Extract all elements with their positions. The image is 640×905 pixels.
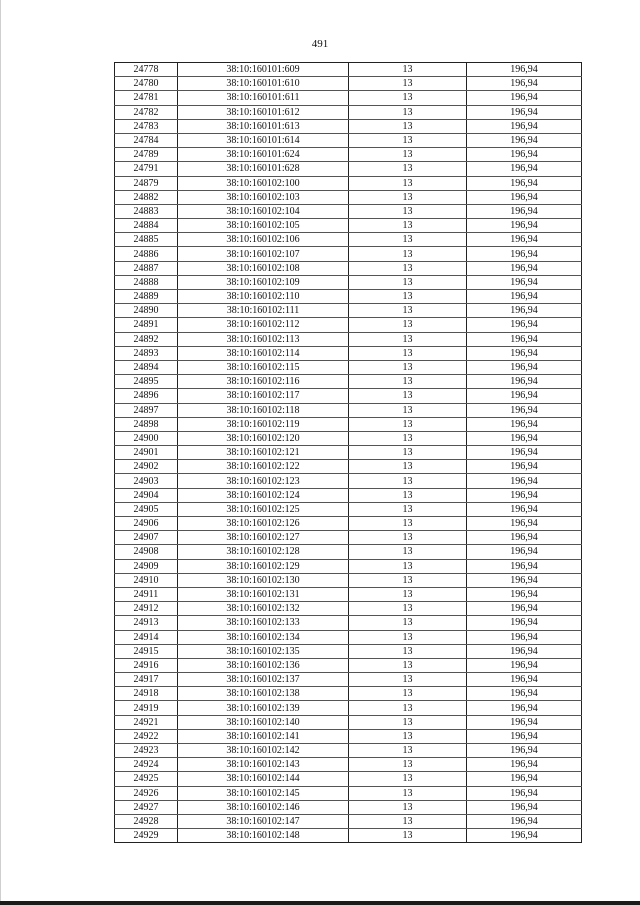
value-cell: 196,94	[467, 644, 582, 658]
value-cell: 196,94	[467, 162, 582, 176]
value-cell: 196,94	[467, 346, 582, 360]
record-number-cell: 24907	[115, 531, 178, 545]
record-number-cell: 24894	[115, 360, 178, 374]
cadastral-number-cell: 38:10:160102:130	[178, 573, 349, 587]
record-number-cell: 24887	[115, 261, 178, 275]
table-row	[115, 786, 582, 800]
cadastral-number-cell: 38:10:160102:139	[178, 701, 349, 715]
table-row	[115, 673, 582, 687]
table-row	[115, 687, 582, 701]
zone-cell: 13	[349, 644, 467, 658]
zone-cell: 13	[349, 517, 467, 531]
value-cell: 196,94	[467, 715, 582, 729]
table-row	[115, 290, 582, 304]
zone-cell: 13	[349, 559, 467, 573]
zone-cell: 13	[349, 602, 467, 616]
record-number-cell: 24901	[115, 446, 178, 460]
record-number-cell: 24882	[115, 190, 178, 204]
value-cell: 196,94	[467, 332, 582, 346]
record-number-cell: 24929	[115, 829, 178, 843]
value-cell: 196,94	[467, 119, 582, 133]
zone-cell: 13	[349, 658, 467, 672]
zone-cell: 13	[349, 474, 467, 488]
cadastral-number-cell: 38:10:160102:134	[178, 630, 349, 644]
cadastral-number-cell: 38:10:160102:143	[178, 758, 349, 772]
record-number-cell: 24778	[115, 63, 178, 77]
cadastral-number-cell: 38:10:160101:613	[178, 119, 349, 133]
record-number-cell: 24889	[115, 290, 178, 304]
table-row	[115, 573, 582, 587]
zone-cell: 13	[349, 772, 467, 786]
value-cell: 196,94	[467, 105, 582, 119]
cadastral-number-cell: 38:10:160102:119	[178, 417, 349, 431]
table-row	[115, 63, 582, 77]
zone-cell: 13	[349, 758, 467, 772]
zone-cell: 13	[349, 304, 467, 318]
value-cell: 196,94	[467, 772, 582, 786]
cadastral-number-cell: 38:10:160102:129	[178, 559, 349, 573]
zone-cell: 13	[349, 488, 467, 502]
cadastral-number-cell: 38:10:160102:131	[178, 587, 349, 601]
table-row	[115, 630, 582, 644]
record-number-cell: 24896	[115, 389, 178, 403]
value-cell: 196,94	[467, 729, 582, 743]
record-number-cell: 24921	[115, 715, 178, 729]
table-row	[115, 772, 582, 786]
zone-cell: 13	[349, 91, 467, 105]
zone-cell: 13	[349, 247, 467, 261]
record-number-cell: 24883	[115, 204, 178, 218]
record-number-cell: 24891	[115, 318, 178, 332]
record-number-cell: 24917	[115, 673, 178, 687]
record-number-cell: 24782	[115, 105, 178, 119]
value-cell: 196,94	[467, 148, 582, 162]
record-number-cell: 24928	[115, 814, 178, 828]
record-number-cell: 24911	[115, 587, 178, 601]
value-cell: 196,94	[467, 375, 582, 389]
value-cell: 196,94	[467, 77, 582, 91]
cadastral-number-cell: 38:10:160102:127	[178, 531, 349, 545]
record-number-cell: 24927	[115, 800, 178, 814]
zone-cell: 13	[349, 63, 467, 77]
record-number-cell: 24925	[115, 772, 178, 786]
zone-cell: 13	[349, 290, 467, 304]
record-number-cell: 24924	[115, 758, 178, 772]
cadastral-number-cell: 38:10:160101:609	[178, 63, 349, 77]
value-cell: 196,94	[467, 318, 582, 332]
zone-cell: 13	[349, 587, 467, 601]
zone-cell: 13	[349, 360, 467, 374]
record-number-cell: 24909	[115, 559, 178, 573]
zone-cell: 13	[349, 531, 467, 545]
value-cell: 196,94	[467, 517, 582, 531]
table-row	[115, 701, 582, 715]
cadastral-number-cell: 38:10:160102:116	[178, 375, 349, 389]
zone-cell: 13	[349, 729, 467, 743]
value-cell: 196,94	[467, 290, 582, 304]
zone-cell: 13	[349, 219, 467, 233]
value-cell: 196,94	[467, 133, 582, 147]
value-cell: 196,94	[467, 545, 582, 559]
zone-cell: 13	[349, 318, 467, 332]
cadastral-number-cell: 38:10:160102:126	[178, 517, 349, 531]
table-row	[115, 446, 582, 460]
cadastral-number-cell: 38:10:160102:111	[178, 304, 349, 318]
value-cell: 196,94	[467, 63, 582, 77]
value-cell: 196,94	[467, 219, 582, 233]
cadastral-number-cell: 38:10:160101:628	[178, 162, 349, 176]
value-cell: 196,94	[467, 531, 582, 545]
value-cell: 196,94	[467, 261, 582, 275]
table-row	[115, 247, 582, 261]
zone-cell: 13	[349, 460, 467, 474]
table-row	[115, 460, 582, 474]
cadastral-number-cell: 38:10:160102:113	[178, 332, 349, 346]
value-cell: 196,94	[467, 488, 582, 502]
record-number-cell: 24912	[115, 602, 178, 616]
cadastral-number-cell: 38:10:160102:142	[178, 744, 349, 758]
record-number-cell: 24922	[115, 729, 178, 743]
table-row	[115, 715, 582, 729]
scan-edge-bottom	[0, 901, 640, 905]
value-cell: 196,94	[467, 247, 582, 261]
value-cell: 196,94	[467, 431, 582, 445]
zone-cell: 13	[349, 105, 467, 119]
cadastral-number-cell: 38:10:160101:610	[178, 77, 349, 91]
cadastral-number-cell: 38:10:160102:132	[178, 602, 349, 616]
value-cell: 196,94	[467, 446, 582, 460]
zone-cell: 13	[349, 715, 467, 729]
zone-cell: 13	[349, 119, 467, 133]
parcel-table-body	[115, 63, 582, 843]
cadastral-number-cell: 38:10:160102:137	[178, 673, 349, 687]
table-row	[115, 304, 582, 318]
zone-cell: 13	[349, 786, 467, 800]
value-cell: 196,94	[467, 829, 582, 843]
record-number-cell: 24919	[115, 701, 178, 715]
cadastral-number-cell: 38:10:160102:138	[178, 687, 349, 701]
cadastral-number-cell: 38:10:160102:105	[178, 219, 349, 233]
table-row	[115, 360, 582, 374]
table-row	[115, 502, 582, 516]
zone-cell: 13	[349, 204, 467, 218]
record-number-cell: 24900	[115, 431, 178, 445]
cadastral-number-cell: 38:10:160101:614	[178, 133, 349, 147]
zone-cell: 13	[349, 261, 467, 275]
value-cell: 196,94	[467, 744, 582, 758]
record-number-cell: 24888	[115, 275, 178, 289]
table-row	[115, 531, 582, 545]
cadastral-number-cell: 38:10:160102:112	[178, 318, 349, 332]
record-number-cell: 24890	[115, 304, 178, 318]
zone-cell: 13	[349, 190, 467, 204]
table-row	[115, 105, 582, 119]
value-cell: 196,94	[467, 758, 582, 772]
record-number-cell: 24780	[115, 77, 178, 91]
zone-cell: 13	[349, 417, 467, 431]
cadastral-number-cell: 38:10:160102:133	[178, 616, 349, 630]
record-number-cell: 24789	[115, 148, 178, 162]
cadastral-number-cell: 38:10:160102:120	[178, 431, 349, 445]
zone-cell: 13	[349, 162, 467, 176]
value-cell: 196,94	[467, 616, 582, 630]
table-row	[115, 119, 582, 133]
cadastral-number-cell: 38:10:160102:136	[178, 658, 349, 672]
record-number-cell: 24897	[115, 403, 178, 417]
table-row	[115, 403, 582, 417]
table-row	[115, 431, 582, 445]
record-number-cell: 24926	[115, 786, 178, 800]
zone-cell: 13	[349, 545, 467, 559]
table-row	[115, 417, 582, 431]
cadastral-number-cell: 38:10:160101:611	[178, 91, 349, 105]
record-number-cell: 24908	[115, 545, 178, 559]
cadastral-number-cell: 38:10:160102:103	[178, 190, 349, 204]
value-cell: 196,94	[467, 587, 582, 601]
table-row	[115, 133, 582, 147]
table-row	[115, 729, 582, 743]
table-row	[115, 644, 582, 658]
table-row	[115, 148, 582, 162]
value-cell: 196,94	[467, 559, 582, 573]
cadastral-number-cell: 38:10:160102:100	[178, 176, 349, 190]
cadastral-number-cell: 38:10:160101:612	[178, 105, 349, 119]
cadastral-number-cell: 38:10:160102:104	[178, 204, 349, 218]
cadastral-number-cell: 38:10:160102:114	[178, 346, 349, 360]
record-number-cell: 24905	[115, 502, 178, 516]
value-cell: 196,94	[467, 460, 582, 474]
value-cell: 196,94	[467, 176, 582, 190]
table-row	[115, 658, 582, 672]
zone-cell: 13	[349, 275, 467, 289]
zone-cell: 13	[349, 616, 467, 630]
cadastral-number-cell: 38:10:160102:115	[178, 360, 349, 374]
table-row	[115, 517, 582, 531]
record-number-cell: 24903	[115, 474, 178, 488]
table-row	[115, 261, 582, 275]
cadastral-number-cell: 38:10:160102:145	[178, 786, 349, 800]
table-row	[115, 77, 582, 91]
zone-cell: 13	[349, 446, 467, 460]
record-number-cell: 24910	[115, 573, 178, 587]
table-row	[115, 275, 582, 289]
zone-cell: 13	[349, 77, 467, 91]
cadastral-number-cell: 38:10:160102:146	[178, 800, 349, 814]
cadastral-number-cell: 38:10:160102:118	[178, 403, 349, 417]
record-number-cell: 24886	[115, 247, 178, 261]
record-number-cell: 24885	[115, 233, 178, 247]
table-row	[115, 204, 582, 218]
zone-cell: 13	[349, 573, 467, 587]
table-row	[115, 162, 582, 176]
table-row	[115, 616, 582, 630]
cadastral-number-cell: 38:10:160102:123	[178, 474, 349, 488]
zone-cell: 13	[349, 814, 467, 828]
zone-cell: 13	[349, 800, 467, 814]
cadastral-number-cell: 38:10:160102:107	[178, 247, 349, 261]
record-number-cell: 24914	[115, 630, 178, 644]
zone-cell: 13	[349, 389, 467, 403]
table-row	[115, 318, 582, 332]
record-number-cell: 24898	[115, 417, 178, 431]
table-row	[115, 545, 582, 559]
record-number-cell: 24783	[115, 119, 178, 133]
zone-cell: 13	[349, 346, 467, 360]
zone-cell: 13	[349, 233, 467, 247]
table-row	[115, 389, 582, 403]
table-row	[115, 346, 582, 360]
zone-cell: 13	[349, 687, 467, 701]
record-number-cell: 24784	[115, 133, 178, 147]
value-cell: 196,94	[467, 630, 582, 644]
record-number-cell: 24893	[115, 346, 178, 360]
record-number-cell: 24904	[115, 488, 178, 502]
cadastral-number-cell: 38:10:160102:122	[178, 460, 349, 474]
zone-cell: 13	[349, 673, 467, 687]
value-cell: 196,94	[467, 573, 582, 587]
zone-cell: 13	[349, 148, 467, 162]
record-number-cell: 24879	[115, 176, 178, 190]
record-number-cell: 24915	[115, 644, 178, 658]
value-cell: 196,94	[467, 275, 582, 289]
value-cell: 196,94	[467, 233, 582, 247]
cadastral-number-cell: 38:10:160102:147	[178, 814, 349, 828]
value-cell: 196,94	[467, 800, 582, 814]
zone-cell: 13	[349, 829, 467, 843]
parcel-table	[114, 62, 582, 843]
value-cell: 196,94	[467, 502, 582, 516]
cadastral-number-cell: 38:10:160102:106	[178, 233, 349, 247]
table-row	[115, 744, 582, 758]
table-row	[115, 219, 582, 233]
record-number-cell: 24902	[115, 460, 178, 474]
page-number: 491	[311, 38, 329, 50]
value-cell: 196,94	[467, 786, 582, 800]
cadastral-number-cell: 38:10:160102:117	[178, 389, 349, 403]
table-row	[115, 91, 582, 105]
zone-cell: 13	[349, 332, 467, 346]
value-cell: 196,94	[467, 389, 582, 403]
value-cell: 196,94	[467, 673, 582, 687]
table-row	[115, 800, 582, 814]
value-cell: 196,94	[467, 91, 582, 105]
cadastral-number-cell: 38:10:160102:125	[178, 502, 349, 516]
zone-cell: 13	[349, 431, 467, 445]
cadastral-number-cell: 38:10:160102:144	[178, 772, 349, 786]
table-row	[115, 829, 582, 843]
record-number-cell: 24916	[115, 658, 178, 672]
table-row	[115, 758, 582, 772]
zone-cell: 13	[349, 176, 467, 190]
record-number-cell: 24906	[115, 517, 178, 531]
value-cell: 196,94	[467, 602, 582, 616]
zone-cell: 13	[349, 133, 467, 147]
cadastral-number-cell: 38:10:160102:128	[178, 545, 349, 559]
record-number-cell: 24913	[115, 616, 178, 630]
zone-cell: 13	[349, 744, 467, 758]
cadastral-number-cell: 38:10:160101:624	[178, 148, 349, 162]
cadastral-number-cell: 38:10:160102:108	[178, 261, 349, 275]
zone-cell: 13	[349, 502, 467, 516]
table-row	[115, 488, 582, 502]
value-cell: 196,94	[467, 658, 582, 672]
table-row	[115, 559, 582, 573]
table-row	[115, 176, 582, 190]
record-number-cell: 24781	[115, 91, 178, 105]
record-number-cell: 24884	[115, 219, 178, 233]
cadastral-number-cell: 38:10:160102:124	[178, 488, 349, 502]
value-cell: 196,94	[467, 701, 582, 715]
table-row	[115, 332, 582, 346]
zone-cell: 13	[349, 403, 467, 417]
cadastral-number-cell: 38:10:160102:148	[178, 829, 349, 843]
table-row	[115, 814, 582, 828]
table-row	[115, 602, 582, 616]
table-row	[115, 190, 582, 204]
value-cell: 196,94	[467, 204, 582, 218]
record-number-cell: 24918	[115, 687, 178, 701]
zone-cell: 13	[349, 701, 467, 715]
cadastral-number-cell: 38:10:160102:109	[178, 275, 349, 289]
table-row	[115, 233, 582, 247]
cadastral-number-cell: 38:10:160102:140	[178, 715, 349, 729]
value-cell: 196,94	[467, 474, 582, 488]
record-number-cell: 24791	[115, 162, 178, 176]
cadastral-number-cell: 38:10:160102:110	[178, 290, 349, 304]
table-row	[115, 587, 582, 601]
table-row	[115, 375, 582, 389]
zone-cell: 13	[349, 375, 467, 389]
value-cell: 196,94	[467, 687, 582, 701]
value-cell: 196,94	[467, 814, 582, 828]
cadastral-number-cell: 38:10:160102:135	[178, 644, 349, 658]
value-cell: 196,94	[467, 417, 582, 431]
record-number-cell: 24895	[115, 375, 178, 389]
value-cell: 196,94	[467, 190, 582, 204]
value-cell: 196,94	[467, 403, 582, 417]
cadastral-number-cell: 38:10:160102:121	[178, 446, 349, 460]
table-row	[115, 474, 582, 488]
zone-cell: 13	[349, 630, 467, 644]
value-cell: 196,94	[467, 304, 582, 318]
record-number-cell: 24923	[115, 744, 178, 758]
record-number-cell: 24892	[115, 332, 178, 346]
value-cell: 196,94	[467, 360, 582, 374]
cadastral-number-cell: 38:10:160102:141	[178, 729, 349, 743]
scan-edge-left	[0, 0, 1, 905]
